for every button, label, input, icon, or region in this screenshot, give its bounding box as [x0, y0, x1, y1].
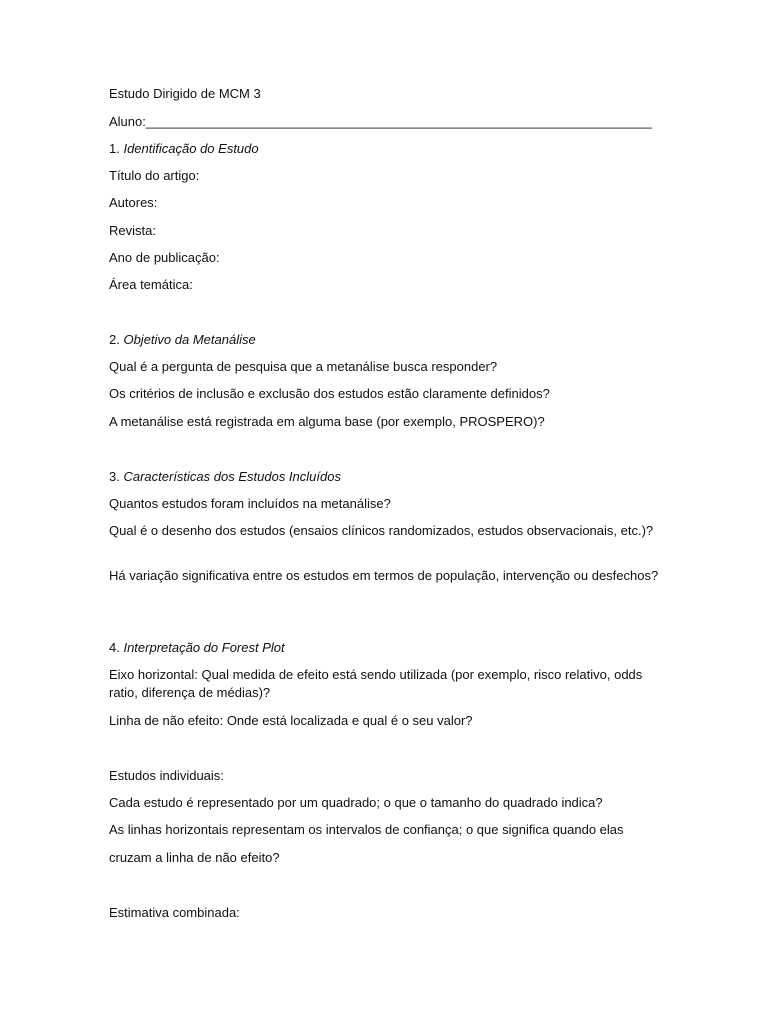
student-name-line: Aluno:______________________________________________________________________	[109, 114, 652, 129]
question-4-2: Linha de não efeito: Onde está localizada e qual é o seu valor?	[109, 713, 473, 728]
combined-estimate-label: Estimativa combinada:	[109, 905, 240, 920]
individual-studies-label: Estudos individuais:	[109, 768, 224, 783]
question-3-1: Quantos estudos foram incluídos na metanálise?	[109, 496, 391, 511]
question-3-3: Há variação significativa entre os estudos em termos de população, intervenção ou desfechos?	[109, 568, 659, 583]
question-4-3: Cada estudo é representado por um quadrado; o que o tamanho do quadrado indica?	[109, 795, 603, 810]
section-3-title: Características dos Estudos Incluídos	[123, 469, 341, 484]
field-article-title: Título do artigo:	[109, 168, 200, 183]
question-2-1: Qual é a pergunta de pesquisa que a metanálise busca responder?	[109, 359, 498, 374]
section-1-number: 1.	[109, 141, 120, 156]
section-4-title: Interpretação do Forest Plot	[123, 640, 285, 655]
question-2-3: A metanálise está registrada em alguma base (por exemplo, PROSPERO)?	[109, 414, 545, 429]
field-thematic-area: Área temática:	[109, 277, 193, 292]
section-2-title: Objetivo da Metanálise	[123, 332, 256, 347]
section-2-heading	[109, 331, 256, 349]
question-4-1: Eixo horizontal: Qual medida de efeito está sendo utilizada (por exemplo, risco relativo, odds ratio, diferença de médias)?	[109, 667, 643, 700]
question-3-2: Qual é o desenho dos estudos (ensaios clínicos randomizados, estudos observacionais, etc.)?	[109, 523, 654, 538]
section-2-number: 2.	[109, 332, 120, 347]
field-authors: Autores:	[109, 195, 158, 210]
question-4-4: As linhas horizontais representam os intervalos de confiança; o que significa quando elas	[109, 822, 624, 837]
section-4-heading	[109, 639, 285, 657]
document-title: Estudo Dirigido de MCM 3	[109, 86, 261, 101]
section-1-heading	[109, 140, 259, 158]
section-1-title: Identificação do Estudo	[123, 141, 259, 156]
section-3-number: 3.	[109, 469, 120, 484]
question-4-4-continued: cruzam a linha de não efeito?	[109, 850, 280, 865]
field-journal: Revista:	[109, 223, 156, 238]
section-3-heading	[109, 468, 341, 486]
section-4-number: 4.	[109, 640, 120, 655]
question-2-2: Os critérios de inclusão e exclusão dos estudos estão claramente definidos?	[109, 386, 550, 401]
field-publication-year: Ano de publicação:	[109, 250, 220, 265]
